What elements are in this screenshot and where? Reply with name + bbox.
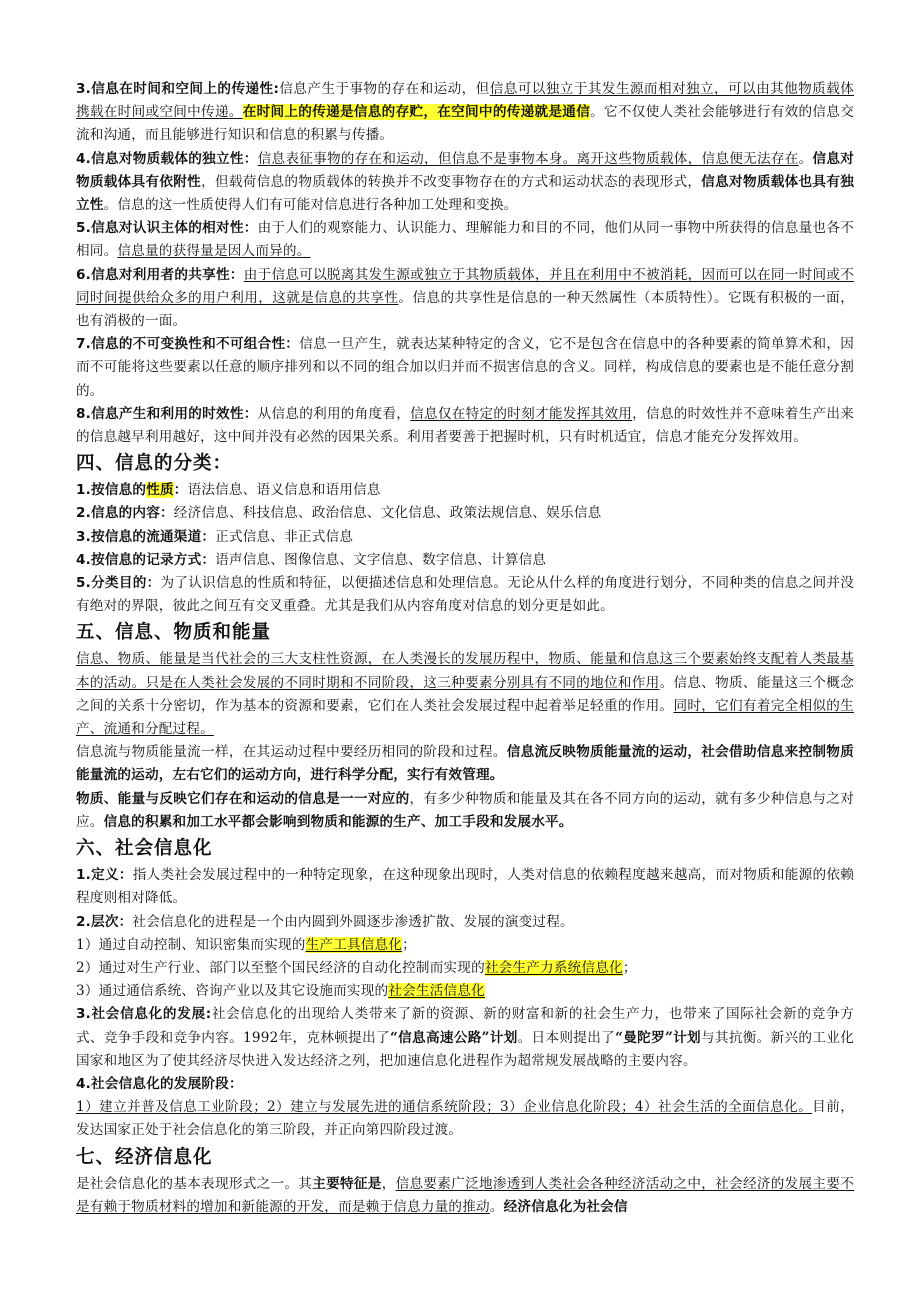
social-info-stages-label: 4.社会信息化的发展阶段： <box>76 1075 243 1092</box>
social-info-levels: 2.层次：社会信息化的进程是一个由内圆到外圆逐步渗透扩散、发展的演变过程。 <box>76 913 574 930</box>
property-5-label: 5.信息对认识主体的相对性： <box>76 220 258 237</box>
property-4-label: 4.信息对物质载体的独立性： <box>76 150 258 167</box>
property-8: 8.信息产生和利用的时效性：从信息的利用的角度看，信息仅在特定的时刻才能发挥其效用，信息的时效性并不意味着生产出来的信息越早利用越好，这中间并没有必然的因果关系。利用者要善于把握时机，只有时机适宜，信息才能充分发挥效用。 <box>76 405 855 446</box>
section-heading-economic-informatization: 七、经济信息化 <box>76 1146 213 1168</box>
matter-energy-para-2: 信息流与物质能量流一样，在其运动过程中要经历相同的阶段和过程。信息流反映物质能量流的运动，社会借助信息来控制物质能量流的运动，左右它们的运动方向，进行科学分配，实行有效管理。 <box>76 744 854 784</box>
property-6: 6.信息对利用者的共享性：由于信息可以脱离其发生源或独立于其物质载体，并且在利用中不被消耗，因而可以在同一时间或不同时间提供给众多的用户利用，这就是信息的共享性。信息的共享性是信息的一种天然属性（本质特性）。它既有积极的一面，也有消极的一面。 <box>76 266 854 330</box>
social-info-level-2: 2）通过对生产行业、部门以至整个国民经济的自动化控制而实现的社会生产力系统信息化； <box>76 959 637 976</box>
matter-energy-para-3: 物质、能量与反映它们存在和运动的信息是一一对应的，有多少种物质和能量及其在各不同方向的运动，就有多少种信息与之对应。信息的积累和加工水平都会影响到物质和能源的生产、加工手段和发展水平。 <box>76 790 854 830</box>
matter-energy-para-1: 信息、物质、能量是当代社会的三大支柱性资源，在人类漫长的发展历程中，物质、能量和信息这三个要素始终支配着人类最基本的活动。只是在人类社会发展的不同时期和不同阶段，这三种要素分别具有不同的地位和作用。信息、物质、能量这三个概念之间的关系十分密切，作为基本的资源和要素，它们在人类社会发展过程中起着举足轻重的作用。同时，它们有着完全相似的生产、流通和分配过程。 <box>76 651 854 738</box>
property-4: 4.信息对物质载体的独立性：信息表征事物的存在和运动，但信息不是事物本身。离开这些物质载体，信息便无法存在。信息对物质载体具有依附性，但载荷信息的物质载体的转换并不改变事物存在的方式和运动状态的表现形式，信息对物质载体也具有独立性。信息的这一性质使得人们有可能对信息进行各种加工处理和变换。 <box>76 150 855 214</box>
economic-info-para: 是社会信息化的基本表现形式之一。其主要特征是，信息要素广泛地渗透到人类社会各种经济活动之中，社会经济的发展主要不是有赖于物质材料的增加和新能源的开发，而是赖于信息力量的推动。经济信息化为社会信 <box>76 1175 855 1215</box>
highlight: 生产工具信息化 <box>305 936 403 953</box>
property-7-label: 7.信息的不可变换性和不可组合性： <box>76 336 300 353</box>
property-6-label: 6.信息对利用者的共享性： <box>76 266 244 283</box>
classification-5: 5.分类目的：为了认识信息的性质和特征，以便描述信息和处理信息。无论从什么样的角度进行划分，不同种类的信息之间并没有绝对的界限，彼此之间互有交叉重叠。尤其是我们从内容角度对信息的划分更是如此。 <box>76 575 854 615</box>
classification-2: 2.信息的内容：经济信息、科技信息、政治信息、文化信息、政策法规信息、娱乐信息 <box>76 505 602 522</box>
social-info-level-3: 3）通过通信系统、咨询产业以及其它设施而实现的社会生活信息化 <box>76 983 485 1000</box>
social-info-stages: 1）建立并普及信息工业阶段；2）建立与发展先进的通信系统阶段；3）企业信息化阶段；4）社会生活的全面信息化。目前，发达国家正处于社会信息化的第三阶段，并正向第四阶段过渡。 <box>76 1099 854 1139</box>
social-info-definition: 1.定义：指人类社会发展过程中的一种特定现象，在这种现象出现时，人类对信息的依赖程度越来越高，而对物质和能源的依赖程度则相对降低。 <box>76 867 854 907</box>
classification-4: 4.按信息的记录方式：语声信息、图像信息、文字信息、数字信息、计算信息 <box>76 551 547 568</box>
highlight: 性质 <box>146 482 174 499</box>
property-5: 5.信息对认识主体的相对性：由于人们的观察能力、认识能力、理解能力和目的不同，他们从同一事物中所获得的信息量也各不相同。信息量的获得量是因人而异的。 <box>76 220 854 260</box>
property-3: 3.信息在时间和空间上的传递性:信息产生于事物的存在和运动，但信息可以独立于其发生源而相对独立，可以由其他物质载体携载在时间或空间中传递。在时间上的传递是信息的存贮，在空间中的传递就是通信。它不仅使人类社会能够进行有效的信息交流和沟通，而且能够进行知识和信息的积累与传播。 <box>76 81 855 144</box>
property-7: 7.信息的不可变换性和不可组合性：信息一旦产生，就表达某种特定的含义，它不是包含在信息中的各种要素的简单算术和，因而不可能将这些要素以任意的顺序排列和以不同的组合加以归并而不损害信息的含义。同样，构成信息的要素也是不能任意分割的。 <box>76 336 854 399</box>
section-heading-social-informatization: 六、社会信息化 <box>76 838 213 860</box>
highlight: 社会生产力系统信息化 <box>484 959 623 976</box>
highlight: 社会生活信息化 <box>388 983 485 1000</box>
section-heading-matter-energy: 五、信息、物质和能量 <box>76 622 272 644</box>
section-heading-classification: 四、信息的分类： <box>76 453 233 475</box>
property-8-label: 8.信息产生和利用的时效性： <box>76 405 258 422</box>
classification-3: 3.按信息的流通渠道：正式信息、非正式信息 <box>76 528 354 545</box>
highlight: 在时间上的传递是信息的存贮，在空间中的传递就是通信 <box>242 104 591 121</box>
property-3-label: 3.信息在时间和空间上的传递性: <box>76 81 280 97</box>
classification-1: 1.按信息的性质：语法信息、语义信息和语用信息 <box>76 482 381 499</box>
social-info-level-1: 1）通过自动控制、知识密集而实现的生产工具信息化； <box>76 936 416 953</box>
social-info-development: 3.社会信息化的发展:社会信息化的出现给人类带来了新的资源、新的财富和新的社会生产力，也带来了国际社会新的竞争方式、竞争手段和竞争内容。1992年，克林顿提出了“信息高速公路”计划。日本则提出了“曼陀罗”计划与其抗衡。新兴的工业化国家和地区为了使其经济尽快进入发达经济之列，把加速信息化进程作为超常规发展战略的主要内容。 <box>76 1006 854 1069</box>
